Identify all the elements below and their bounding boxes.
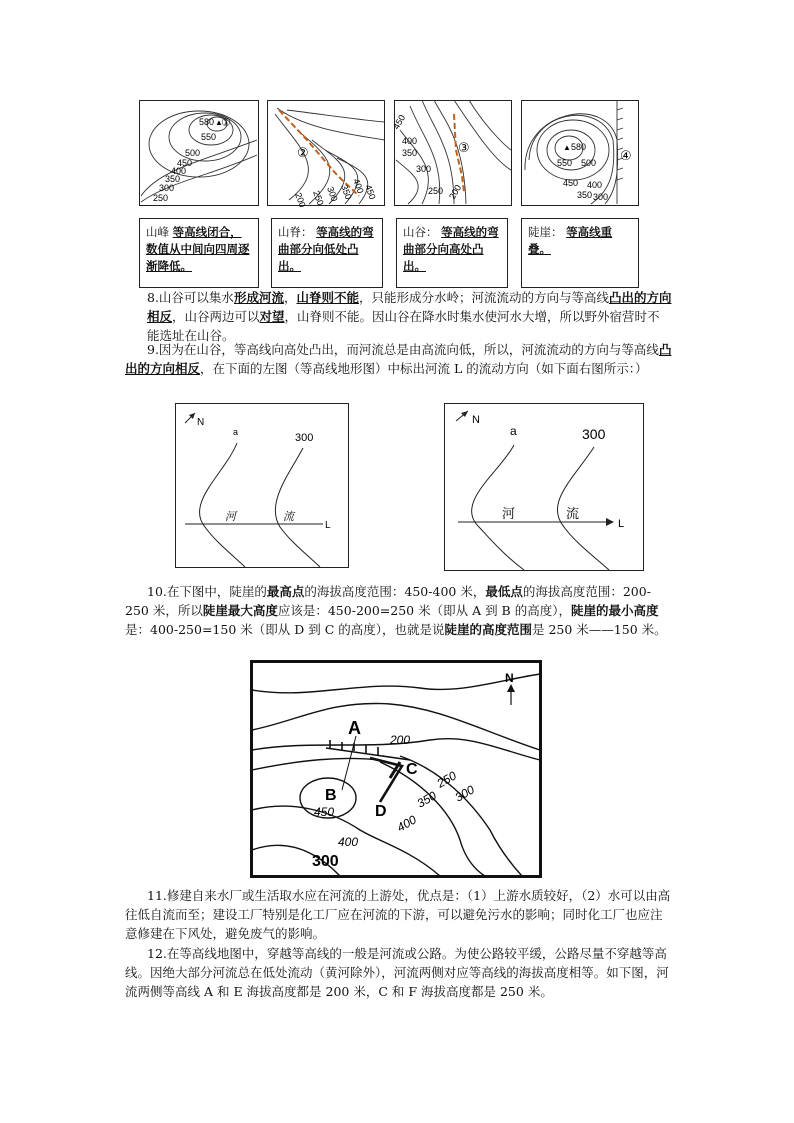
label-450: 450: [391, 112, 408, 131]
caption-peak: 山峰 等高线闭合，数值从中间向四周逐渐降低。: [139, 218, 259, 288]
contour-diagram-ridge: [267, 100, 385, 209]
contour-300-lower: 300: [312, 853, 339, 870]
label-500: 500: [581, 158, 597, 168]
label-250: 250: [311, 189, 326, 207]
mark-1: ①: [221, 117, 231, 129]
label-300: 300: [295, 432, 314, 444]
label-450: 450: [177, 158, 193, 168]
peak-triangle-icon: ▲: [563, 143, 571, 152]
label-350: 350: [577, 190, 593, 200]
label-350: 350: [339, 183, 354, 201]
north-label: N: [197, 417, 205, 428]
label-250: 250: [428, 186, 444, 196]
label-300: 300: [416, 164, 432, 174]
label-400: 400: [351, 177, 366, 195]
river-map-right: [444, 403, 644, 571]
label-580: 580: [571, 142, 587, 152]
point-B: B: [325, 787, 337, 804]
point-A: A: [348, 718, 361, 738]
label-580: 580: [199, 117, 215, 127]
mark-4: ④: [620, 148, 632, 163]
label-a: a: [510, 424, 517, 438]
paragraph-9: 9.因为在山谷，等高线向高处凸出，而河流总是由高流向低，所以，河流流动的方向与等高线凸出的方向相反，在下面的左图（等高线地形图）中标出河流 L 的流动方向（如下面右图所示：）: [125, 342, 672, 376]
river-map-left: [175, 403, 349, 568]
caption-ridge: 山脊： 等高线的弯曲部分向低处凸出。: [271, 218, 383, 288]
river-char-he: 河: [225, 511, 236, 523]
label-400: 400: [587, 180, 603, 190]
peak-triangle-icon: ▲: [215, 118, 223, 127]
label-300: 300: [593, 192, 609, 202]
label-300: 300: [582, 426, 606, 442]
label-400: 400: [171, 166, 187, 176]
paragraph-8: 8.山谷可以集水形成河流，山脊则不能，只能形成分水岭；河流流动的方向与等高线凸出的方向相反，山谷两边可以对望，山脊则不能。因山谷在降水时集水使河水大增，所以野外宿营时不能选址在山谷。: [147, 290, 672, 343]
label-L: L: [618, 518, 625, 530]
contour-300: 300: [452, 782, 477, 805]
contour-400-lower: 400: [338, 835, 359, 849]
caption-valley: 山谷： 等高线的弯曲部分向高处凸出。: [396, 218, 508, 288]
point-D: D: [375, 803, 387, 820]
label-350: 350: [165, 174, 181, 184]
label-200: 200: [447, 182, 464, 201]
label-450: 450: [563, 178, 579, 188]
label-500: 500: [185, 148, 201, 158]
label-300: 300: [159, 183, 175, 193]
label-400: 400: [402, 136, 418, 146]
label-450: 450: [363, 183, 378, 201]
label-L: L: [325, 520, 331, 531]
contour-450: 450: [314, 805, 335, 819]
mark-2: ②: [297, 145, 309, 160]
label-550: 550: [201, 132, 217, 142]
caption-cliff: 陡崖： 等高线重叠。: [521, 218, 639, 288]
contour-400: 400: [394, 812, 419, 835]
north-label: N: [472, 414, 480, 426]
contour-diagram-cliff: [521, 100, 639, 206]
label-300: 300: [325, 185, 340, 203]
label-250: 250: [153, 193, 169, 203]
river-char-liu: 流: [283, 511, 294, 523]
contour-diagram-peak: [139, 100, 259, 206]
cliff-contour-map: [250, 660, 542, 878]
contour-200: 200: [390, 733, 411, 747]
contour-350: 350: [414, 788, 439, 811]
paragraph-10: 10.在下图中，陡崖的最高点的海拔高度范围：450-400 米，最低点的海拔高度范围：200-250 米，所以陡崖最大高度应该是：450-200=250 米（即从 A 到 B 的高度），陡崖的最小高度是：400-250=150 米（即从 D 到 C 的高度），也就是说陡崖的高度范围是 250 米——150 米。: [125, 584, 667, 637]
label-550: 550: [557, 158, 573, 168]
contour-250: 250: [434, 768, 459, 791]
label-a: a: [233, 427, 239, 437]
label-350: 350: [402, 148, 418, 158]
paragraph-11: 11.修建自来水厂或生活取水应在河流的上游处，优点是：（1）上游水质较好，（2）水可以由高往低自流而至；建设工厂特别是化工厂应在河流的下游，可以避免污水的影响；同时化工厂也应注意修建在下风处，避免废气的影响。: [125, 888, 671, 941]
river-char-he: 河: [502, 506, 516, 521]
point-C: C: [406, 761, 418, 778]
north-label: N: [505, 671, 514, 685]
mark-3: ③: [458, 140, 470, 155]
contour-diagram-valley: [391, 100, 512, 206]
river-char-liu: 流: [566, 506, 580, 521]
label-200: 200: [293, 191, 308, 209]
paragraph-12: 12.在等高线地图中，穿越等高线的一般是河流或公路。为使公路较平缓，公路尽量不穿越等高线。因绝大部分河流总在低处流动（黄河除外），河流两侧对应等高线的海拔高度相等。如下图，河流两侧等高线 A 和 E 海拔高度都是 200 米，C 和 F 海拔高度都是 250 米。: [125, 946, 669, 999]
